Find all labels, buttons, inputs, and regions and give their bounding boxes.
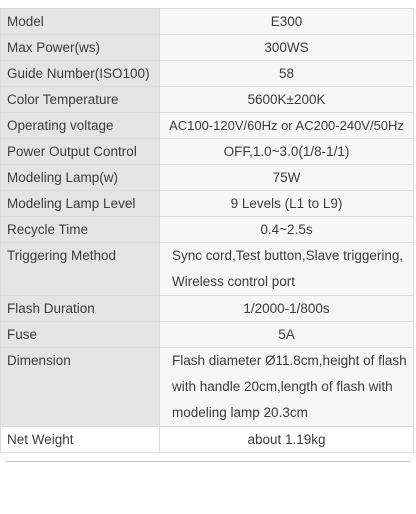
spec-row-color-temperature — [1, 87, 414, 113]
spec-row-guide-number — [1, 61, 414, 87]
spec-value — [160, 243, 414, 296]
spec-value-line: Flash diameter Ø11.8cm,height of flash — [172, 353, 407, 368]
spec-label: Operating voltage — [1, 113, 160, 139]
bottom-divider — [6, 461, 410, 462]
spec-value: 75W — [160, 165, 414, 191]
spec-label: Modeling Lamp Level — [1, 191, 160, 217]
spec-label: Power Output Control — [1, 139, 160, 165]
spec-row-dimension — [1, 348, 414, 427]
spec-value: about 1.19kg — [160, 427, 414, 453]
spec-label: Max Power(ws) — [1, 35, 160, 61]
spec-label: Triggering Method — [1, 243, 160, 296]
spec-value: 300WS — [160, 35, 414, 61]
spec-row-modeling-lamp — [1, 165, 414, 191]
spec-value: OFF,1.0~3.0(1/8-1/1) — [160, 139, 414, 165]
spec-value: 0.4~2.5s — [160, 217, 414, 243]
spec-value — [160, 348, 414, 427]
spec-row-modeling-lamp-level — [1, 191, 414, 217]
spec-value-line: Wireless control port — [172, 274, 296, 289]
spec-row-power-output-control — [1, 139, 414, 165]
spec-value: E300 — [160, 9, 414, 35]
spec-row-triggering-method — [1, 243, 414, 296]
spec-value: AC100-120V/60Hz or AC200-240V/50Hz — [160, 113, 414, 139]
spec-value: 5A — [160, 322, 414, 348]
spec-label: Color Temperature — [1, 87, 160, 113]
spec-value: 58 — [160, 61, 414, 87]
spec-value: 1/2000-1/800s — [160, 296, 414, 322]
spec-label: Guide Number(ISO100) — [1, 61, 160, 87]
spec-row-operating-voltage — [1, 113, 414, 139]
spec-value-line: Sync cord,Test button,Slave triggering, — [172, 248, 404, 263]
spec-label: Fuse — [1, 322, 160, 348]
spec-row-model — [1, 9, 414, 35]
spec-row-max-power — [1, 35, 414, 61]
spec-label: Model — [1, 9, 160, 35]
spec-label: Net Weight — [1, 427, 160, 453]
spec-label: Dimension — [1, 348, 160, 427]
spec-row-recycle-time — [1, 217, 414, 243]
spec-label: Flash Duration — [1, 296, 160, 322]
spec-value-line: with handle 20cm,length of flash with — [172, 379, 393, 394]
spec-row-flash-duration — [1, 296, 414, 322]
spec-value: 9 Levels (L1 to L9) — [160, 191, 414, 217]
spec-value: 5600K±200K — [160, 87, 414, 113]
spec-label: Recycle Time — [1, 217, 160, 243]
spec-value-line: modeling lamp 20.3cm — [172, 405, 308, 420]
spec-table — [0, 8, 414, 453]
spec-row-fuse — [1, 322, 414, 348]
spec-label: Modeling Lamp(w) — [1, 165, 160, 191]
spec-row-net-weight — [1, 427, 414, 453]
